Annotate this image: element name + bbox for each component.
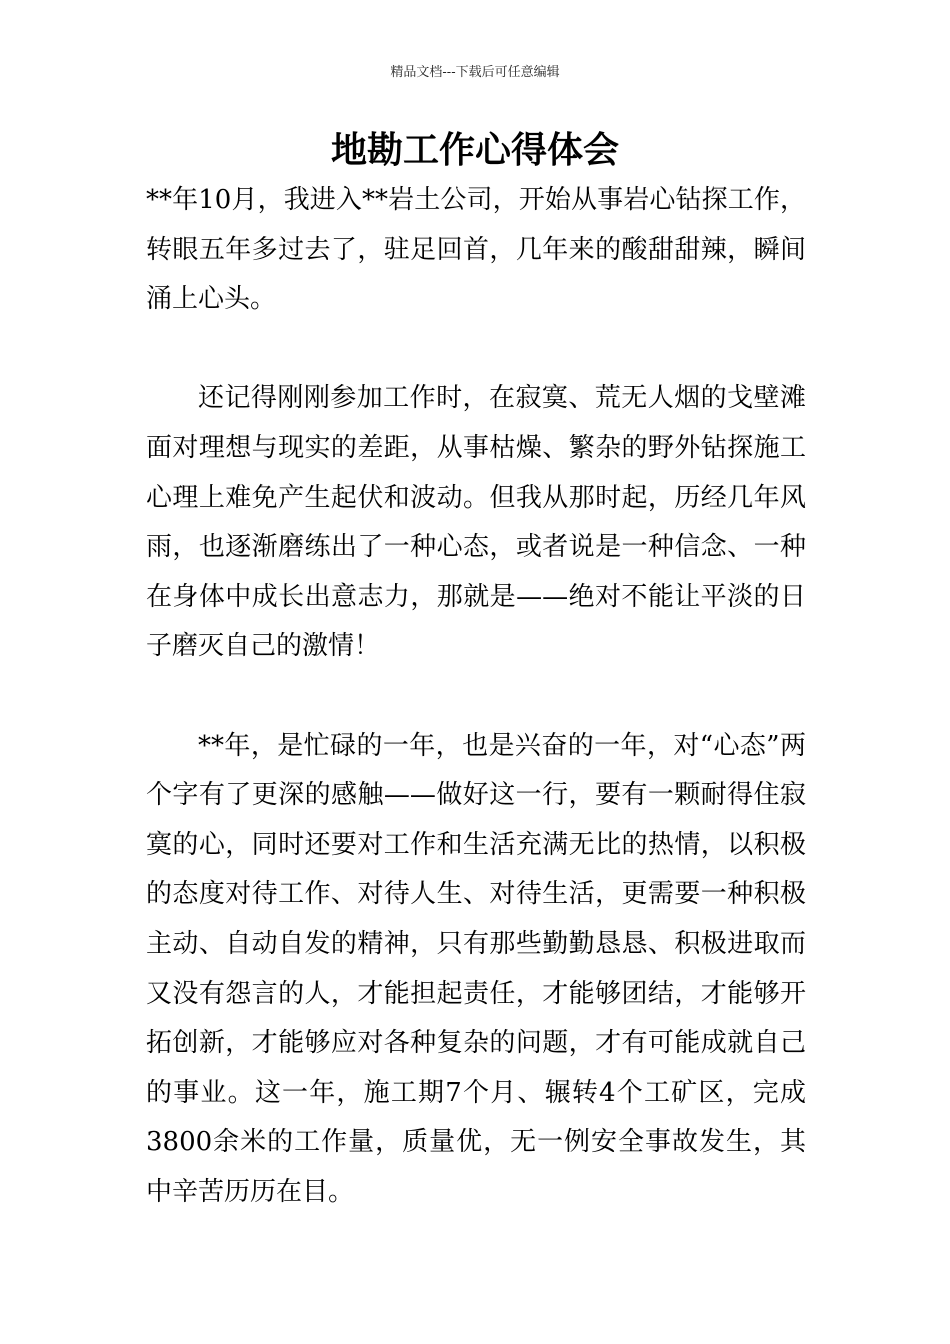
paragraph-3: **年，是忙碌的一年，也是兴奋的一年，对“心态”两个字有了更深的感触——做好这一行，要有一颗耐得住寂寞的心，同时还要对工作和生活充满无比的热情，以积极的态度对待工作、对待人生、对待生活，更需要一种积极主动、自动自发的精神，只有那些勤勤恳恳、积极进取而又没有怨言的人，才能担起责任，才能够团结，才能够开拓创新，才能够应对各种复杂的问题，才有可能成就自己的事业。这一年，施工期7个月、辗转4个工矿区，完成3800余米的工作量，质量优，无一例安全事故发生，其中辛苦历历在目。 (146, 730, 806, 1207)
paragraph-2: 还记得刚刚参加工作时，在寂寞、荒无人烟的戈壁滩面对理想与现实的差距，从事枯燥、繁杂的野外钻探施工心理上难免产生起伏和波动。但我从那时起，历经几年风雨，也逐渐磨练出了一种心态，或者说是一种信念、一种在身体中成长出意志力，那就是——绝对不能让平淡的日子磨灭自己的激情！ (146, 383, 806, 662)
paragraph-1: **年10月，我进入**岩土公司，开始从事岩心钻探工作，转眼五年多过去了，驻足回首，几年来的酸甜甜辣，瞬间涌上心头。 (146, 185, 806, 315)
paragraph-gap (146, 325, 806, 375)
paragraph-gap (146, 672, 806, 722)
header-note: 精品文档---下载后可任意编辑 (390, 65, 560, 80)
document-body (146, 176, 806, 1217)
document-title: 地勘工作心得体会 (330, 129, 619, 171)
